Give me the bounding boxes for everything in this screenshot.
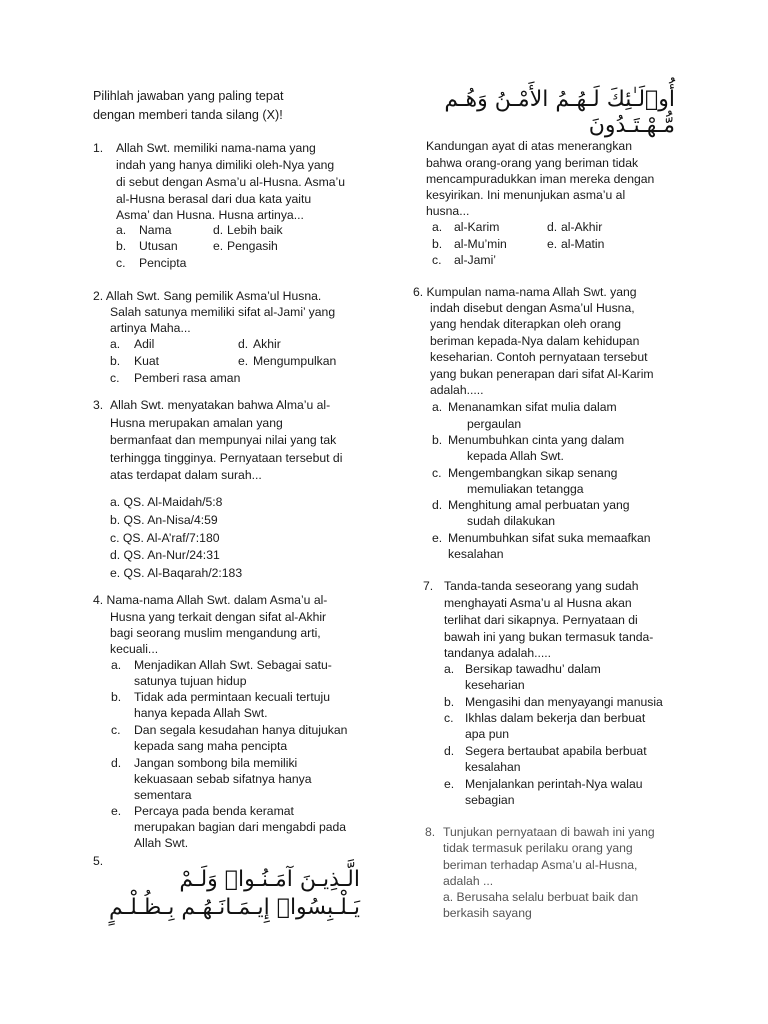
question-line: 2. Allah Swt. Sang pemilik Asma’ul Husna. — [93, 289, 322, 303]
option-letter[interactable]: b. — [111, 690, 122, 704]
option-text[interactable]: pergaulan — [467, 417, 522, 431]
option-letter[interactable]: e. — [111, 804, 122, 818]
option-text[interactable]: Segera bertaubat apabila berbuat — [465, 744, 647, 758]
option[interactable]: c. QS. Al-A’raf/7:180 — [110, 531, 220, 545]
option-letter[interactable]: b. — [432, 237, 443, 251]
option-letter[interactable]: c. — [432, 466, 442, 480]
option-text[interactable]: Menanamkan sifat mulia dalam — [448, 400, 617, 414]
option-text[interactable]: Menjalankan perintah-Nya walau — [465, 777, 643, 791]
question-line: Allah Swt. menyatakan bahwa Alma’u al- — [110, 398, 331, 412]
option-text[interactable]: Akhir — [253, 337, 281, 351]
option-text[interactable]: merupakan bagian dari mengabdi pada — [134, 820, 347, 834]
question-line: atas terdapat dalam surah... — [110, 468, 262, 482]
question-line: Kandungan ayat di atas menerangkan — [426, 139, 632, 153]
option-text[interactable]: Pemberi rasa aman — [134, 371, 241, 385]
option-text[interactable]: Pencipta — [139, 256, 187, 270]
question-line: Husna yang terkait dengan sifat al-Akhir — [110, 610, 327, 624]
option-text[interactable]: Nama — [139, 223, 172, 237]
question-line: Husna merupakan amalan yang — [110, 416, 283, 430]
question-number: 8. — [425, 825, 436, 839]
question-line: Tanda-tanda seseorang yang sudah — [444, 579, 639, 593]
option-letter[interactable]: c. — [111, 723, 121, 737]
option-text[interactable]: berkasih sayang — [443, 906, 532, 920]
question-line: indah yang hanya dimiliki oleh-Nya yang — [116, 158, 335, 172]
arabic-verse-line: مُّـهْـتَـدُونَ — [588, 113, 675, 138]
option-text[interactable]: Tidak ada permintaan kecuali tertuju — [134, 690, 331, 704]
question-line: tidak termasuk perilaku orang yang — [443, 841, 633, 855]
question-line: adalah..... — [430, 383, 484, 397]
question-number: 3. — [93, 398, 104, 412]
instruction-line: dengan memberi tanda silang (X)! — [93, 108, 283, 122]
option-letter[interactable]: c. — [432, 253, 442, 267]
option-letter[interactable]: a. — [444, 662, 455, 676]
option-text[interactable]: Kuat — [134, 354, 160, 368]
option-text[interactable]: Menumbuhkan cinta yang dalam — [448, 433, 625, 447]
question-line: terhingga tingginya. Pernyataan tersebut di — [110, 451, 343, 465]
question-number: 1. — [93, 141, 104, 155]
option-letter[interactable]: e. — [213, 239, 224, 253]
option-letter[interactable]: d. — [238, 337, 249, 351]
option-text[interactable]: Pengasih — [227, 239, 278, 253]
option-letter[interactable]: c. — [110, 371, 120, 385]
option-text[interactable]: Menjadikan Allah Swt. Sebagai satu- — [134, 658, 332, 672]
option-text[interactable]: memuliakan tetangga — [467, 482, 584, 496]
option-text[interactable]: Allah Swt. — [134, 836, 189, 850]
option-text[interactable]: kepada Allah Swt. — [467, 449, 564, 463]
option-letter[interactable]: e. — [238, 354, 249, 368]
question-line: 4. Nama-nama Allah Swt. dalam Asma’u al- — [93, 593, 328, 607]
option-text[interactable]: apa pun — [465, 727, 510, 741]
option-text[interactable]: kesalahan — [465, 760, 521, 774]
option-text[interactable]: Menghitung amal perbuatan yang — [448, 498, 630, 512]
option-letter[interactable]: a. — [432, 220, 443, 234]
question-line: tandanya adalah..... — [444, 646, 552, 660]
option-text[interactable]: Bersikap tawadhu’ dalam — [465, 662, 601, 676]
option-letter[interactable]: a. — [111, 658, 122, 672]
option-text[interactable]: Lebih baik — [227, 223, 283, 237]
option-text[interactable]: sementara — [134, 788, 192, 802]
question-line: di sebut dengan Asma’u al-Husna. Asma’u — [116, 175, 345, 189]
question-line: bawah ini yang bukan termasuk tanda- — [444, 630, 654, 644]
question-line: kesyirikan. Ini menunjukan asma’u al — [426, 188, 626, 202]
question-line: mencampuradukkan iman mereka dengan — [426, 172, 655, 186]
option-letter[interactable]: b. — [116, 239, 127, 253]
question-line: Allah Swt. memiliki nama-nama yang — [116, 141, 316, 155]
question-line: Salah satunya memiliki sifat al-Jami’ yang — [110, 305, 336, 319]
question-line: bagi seorang muslim mengandung arti, — [110, 626, 321, 640]
option-text[interactable]: al-Matin — [561, 237, 605, 251]
question-line: adalah ... — [443, 874, 494, 888]
option-letter[interactable]: b. — [110, 354, 121, 368]
option-letter[interactable]: b. — [444, 695, 455, 709]
option-text[interactable]: al-Akhir — [561, 220, 603, 234]
option-letter[interactable]: d. — [111, 756, 122, 770]
option-letter[interactable]: a. — [116, 223, 127, 237]
question-line: yang hendak diterapkan oleh orang — [430, 317, 622, 331]
question-line: 6. Kumpulan nama-nama Allah Swt. yang — [413, 285, 637, 299]
option-text[interactable]: al-Jami’ — [454, 253, 496, 267]
option-text[interactable]: Ikhlas dalam bekerja dan berbuat — [465, 711, 646, 725]
option-text[interactable]: Jangan sombong bila memiliki — [134, 756, 298, 770]
question-line: artinya Maha... — [110, 321, 191, 335]
option[interactable]: d. QS. An-Nur/24:31 — [110, 548, 220, 562]
option-text[interactable]: Mengembangkan sikap senang — [448, 466, 618, 480]
instruction-line: Pilihlah jawaban yang paling tepat — [93, 89, 284, 103]
option[interactable]: a. QS. Al-Maidah/5:8 — [110, 495, 223, 509]
option-text[interactable]: al-Mu’min — [454, 237, 507, 251]
option-text[interactable]: keseharian — [465, 678, 525, 692]
option[interactable]: e. QS. Al-Baqarah/2:183 — [110, 566, 243, 580]
question-line: husna... — [426, 204, 470, 218]
question-line: terlihat dari sikapnya. Pernyataan di — [444, 613, 638, 627]
question-number: 7. — [423, 579, 434, 593]
option-text[interactable]: kesalahan — [448, 547, 504, 561]
question-line: Asma’ dan Husna. Husna artinya... — [116, 208, 304, 222]
option-letter[interactable]: d. — [547, 220, 558, 234]
option-text[interactable]: hanya kepada Allah Swt. — [134, 706, 268, 720]
option-text[interactable]: kepada sang maha pencipta — [134, 739, 288, 753]
option-text[interactable]: satunya tujuan hidup — [134, 674, 247, 688]
option-text[interactable]: Percaya pada benda keramat — [134, 804, 294, 818]
option-letter[interactable]: d. — [432, 498, 443, 512]
option-letter[interactable]: a. — [432, 400, 443, 414]
option-text[interactable]: Adil — [134, 337, 155, 351]
option-letter[interactable]: e. — [432, 531, 443, 545]
option-text[interactable]: Dan segala kesudahan hanya ditujukan — [134, 723, 348, 737]
option-letter[interactable]: e. — [444, 777, 455, 791]
question-line: al-Husna berasal dari dua kata yaitu — [116, 192, 312, 206]
question-line: yang bukan penerapan dari sifat Al-Karim — [430, 367, 654, 381]
option-text[interactable]: sudah dilakukan — [467, 514, 556, 528]
option-text[interactable]: Mengumpulkan — [253, 354, 337, 368]
option-text[interactable]: Mengasihi dan menyayangi manusia — [465, 695, 663, 709]
arabic-verse-line: الَّـذِيـنَ آمَـنُـوا۟ وَلَـمْ — [179, 867, 360, 892]
question-line: beriman kepada-Nya dalam kehidupan — [430, 334, 640, 348]
question-line: Tunjukan pernyataan di bawah ini yang — [443, 825, 655, 839]
option-text[interactable]: a. Berusaha selalu berbuat baik dan — [443, 890, 639, 904]
question-line: bermanfaat dan mempunyai nilai yang tak — [110, 433, 337, 447]
question-line: indah disebut dengan Asma’ul Husna, — [430, 301, 635, 315]
question-line: keseharian. Contoh pernyataan tersebut — [430, 350, 648, 364]
question-number: 5. — [93, 854, 104, 868]
question-line: beriman terhadap Asma’u al-Husna, — [443, 858, 638, 872]
option[interactable]: b. QS. An-Nisa/4:59 — [110, 513, 218, 527]
option-letter[interactable]: b. — [432, 433, 443, 447]
option-letter[interactable]: c. — [116, 256, 126, 270]
question-line: kecuali... — [110, 642, 159, 656]
option-letter[interactable]: c. — [444, 711, 454, 725]
question-line: menghayati Asma’u al Husna akan — [444, 596, 632, 610]
option-letter[interactable]: a. — [110, 337, 121, 351]
question-line: bahwa orang-orang yang beriman tidak — [426, 156, 639, 170]
option-text[interactable]: Utusan — [139, 239, 178, 253]
option-letter[interactable]: d. — [444, 744, 455, 758]
option-text[interactable]: Menumbuhkan sifat suka memaafkan — [448, 531, 651, 545]
option-text[interactable]: sebagian — [465, 793, 515, 807]
option-letter[interactable]: d. — [213, 223, 224, 237]
option-text[interactable]: kekuasaan sebab sifatnya hanya — [134, 772, 312, 786]
option-letter[interactable]: e. — [547, 237, 558, 251]
arabic-verse-line: يَـلْـبِسُوا۟ إِيـمَـانَـهُـم بِـظُـلْـمٍ — [108, 895, 360, 920]
arabic-verse-line: أُو۟لَـٰئِكَ لَـهُـمُ الأَمْـنُ وَهُـم — [444, 87, 675, 112]
option-text[interactable]: al-Karim — [454, 220, 500, 234]
